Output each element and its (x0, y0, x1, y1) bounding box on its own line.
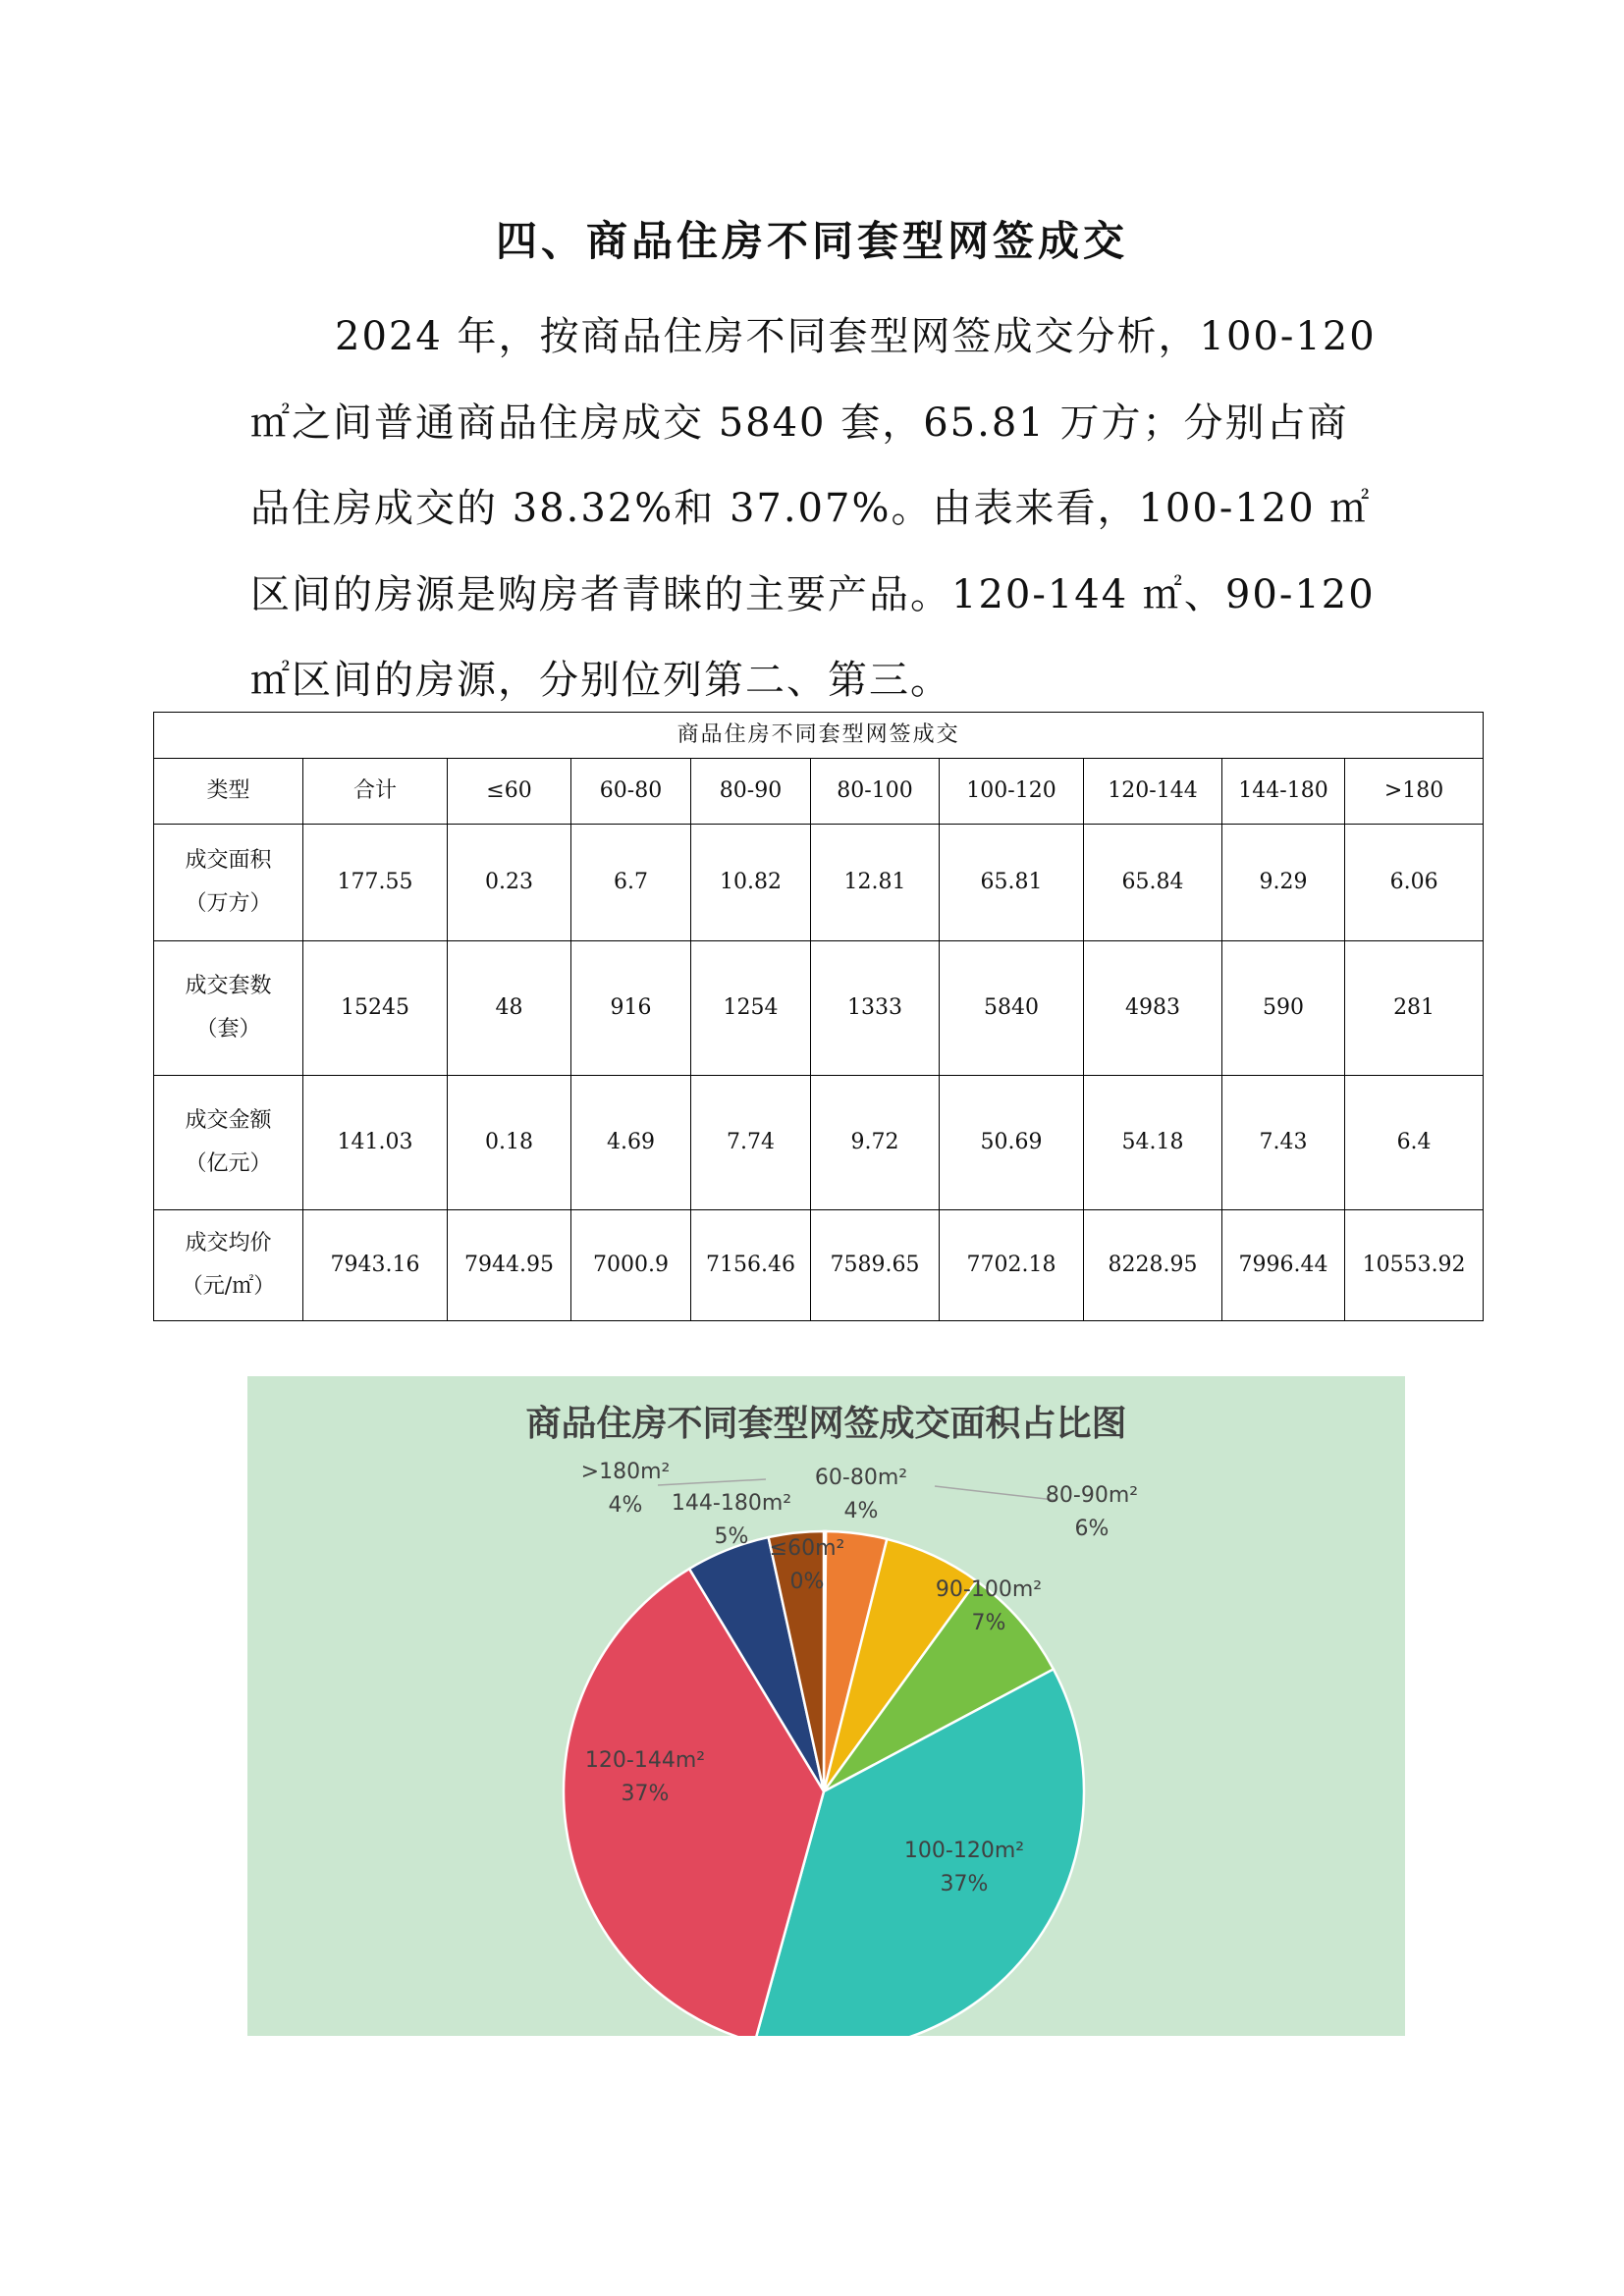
row-label-name: 成交套数 (185, 974, 272, 998)
table-row (154, 1210, 1484, 1321)
body-paragraph (250, 294, 1389, 724)
slice-label-percent: 37% (621, 1782, 670, 1806)
slice-label-name: 80-90m² (1045, 1483, 1139, 1508)
slice-label-name: 144-180m² (671, 1491, 792, 1516)
table-cell: 48 (448, 941, 571, 1076)
table-cell: 54.18 (1084, 1076, 1222, 1210)
slice-label (581, 1460, 671, 1518)
table-cell: 0.18 (448, 1076, 571, 1210)
table-cell: 8228.95 (1084, 1210, 1222, 1321)
slice-label-percent: 0% (789, 1570, 825, 1594)
table-cell: 7.74 (691, 1076, 811, 1210)
table-header-cell: 60-80 (571, 759, 691, 825)
table-header-cell: 合计 (303, 759, 448, 825)
table-cell: 7996.44 (1222, 1210, 1345, 1321)
table-cell: 281 (1345, 941, 1484, 1076)
paragraph-text: 2024 年，按商品住房不同套型网签成交分析，100-120 ㎡之间普通商品住房成交 5840 套，65.81 万方；分别占商品住房成交的 38.32%和 37.07%。由表来看，100-120 ㎡区间的房源是购房者青睐的主要产品。120-144 ㎡、90-120 ㎡区间的房源，分别位列第二、第三。 (250, 314, 1377, 703)
stats-table (153, 712, 1484, 1321)
slice-label (815, 1466, 907, 1523)
slice-label-percent: 7% (971, 1611, 1006, 1635)
table-cell: 5840 (940, 941, 1084, 1076)
row-label-name: 成交金额 (185, 1108, 272, 1133)
table-header-cell: 100-120 (940, 759, 1084, 825)
table-cell: 7156.46 (691, 1210, 811, 1321)
table-cell: 1254 (691, 941, 811, 1076)
row-label (154, 941, 303, 1076)
table-cell: 590 (1222, 941, 1345, 1076)
table-cell: 50.69 (940, 1076, 1084, 1210)
slice-label-percent: 6% (1074, 1517, 1110, 1541)
leader-line (658, 1479, 766, 1485)
row-label-name: 成交均价 (185, 1231, 272, 1255)
table-header-cell: >180 (1345, 759, 1484, 825)
table-cell: 7589.65 (811, 1210, 940, 1321)
table-header-type: 类型 (154, 759, 303, 825)
row-label-unit: （套） (195, 1017, 261, 1041)
table-cell: 10.82 (691, 825, 811, 941)
table-header-cell: 144-180 (1222, 759, 1345, 825)
table-cell: 4983 (1084, 941, 1222, 1076)
slice-label-name: 120-144m² (584, 1748, 706, 1773)
row-label (154, 825, 303, 941)
table-cell: 0.23 (448, 825, 571, 941)
table-cell: 7.43 (1222, 1076, 1345, 1210)
row-label (154, 1210, 303, 1321)
slice-label-name: ≤60m² (769, 1536, 845, 1561)
table-cell: 10553.92 (1345, 1210, 1484, 1321)
table-cell: 4.69 (571, 1076, 691, 1210)
leader-line (935, 1486, 1055, 1500)
slice-label-name: >180m² (580, 1460, 671, 1484)
row-label (154, 1076, 303, 1210)
table-cell: 7702.18 (940, 1210, 1084, 1321)
slice-label-name: 100-120m² (903, 1839, 1025, 1863)
table-cell: 916 (571, 941, 691, 1076)
table-cell: 65.84 (1084, 825, 1222, 941)
slice-label-percent: 37% (940, 1872, 989, 1896)
row-label-unit: （元/㎡） (181, 1274, 276, 1299)
slice-label-percent: 4% (608, 1493, 643, 1518)
table-row (154, 1076, 1484, 1210)
table-cell: 15245 (303, 941, 448, 1076)
pie-chart-panel (247, 1376, 1405, 2036)
table-cell: 65.81 (940, 825, 1084, 941)
table-row (154, 825, 1484, 941)
row-label-unit: （亿元） (185, 1151, 272, 1176)
table-caption: 商品住房不同套型网签成交 (154, 713, 1484, 759)
row-label-unit: （万方） (185, 891, 272, 916)
table-cell: 141.03 (303, 1076, 448, 1210)
table-cell: 6.7 (571, 825, 691, 941)
table-cell: 9.72 (811, 1076, 940, 1210)
table-header-cell: 120-144 (1084, 759, 1222, 825)
slice-label-percent: 5% (714, 1524, 749, 1549)
table-row (154, 941, 1484, 1076)
table-cell: 7000.9 (571, 1210, 691, 1321)
table-cell: 7943.16 (303, 1210, 448, 1321)
slice-label-percent: 4% (843, 1499, 879, 1523)
chart-title: 商品住房不同套型网签成交面积占比图 (525, 1404, 1127, 1444)
section-heading: 四、商品住房不同套型网签成交 (495, 217, 1128, 265)
table-cell: 1333 (811, 941, 940, 1076)
table-cell: 6.4 (1345, 1076, 1484, 1210)
table-cell: 6.06 (1345, 825, 1484, 941)
table-header-cell: 80-90 (691, 759, 811, 825)
slice-label (1046, 1483, 1138, 1541)
table-cell: 12.81 (811, 825, 940, 941)
slice-label-name: 90-100m² (935, 1577, 1043, 1602)
table-cell: 177.55 (303, 825, 448, 941)
table-header-cell: 80-100 (811, 759, 940, 825)
pie-chart (247, 1376, 1405, 2036)
table-cell: 9.29 (1222, 825, 1345, 941)
row-label-name: 成交面积 (185, 848, 272, 873)
slice-label-name: 60-80m² (814, 1466, 908, 1490)
table-cell: 7944.95 (448, 1210, 571, 1321)
table-header-cell: ≤60 (448, 759, 571, 825)
